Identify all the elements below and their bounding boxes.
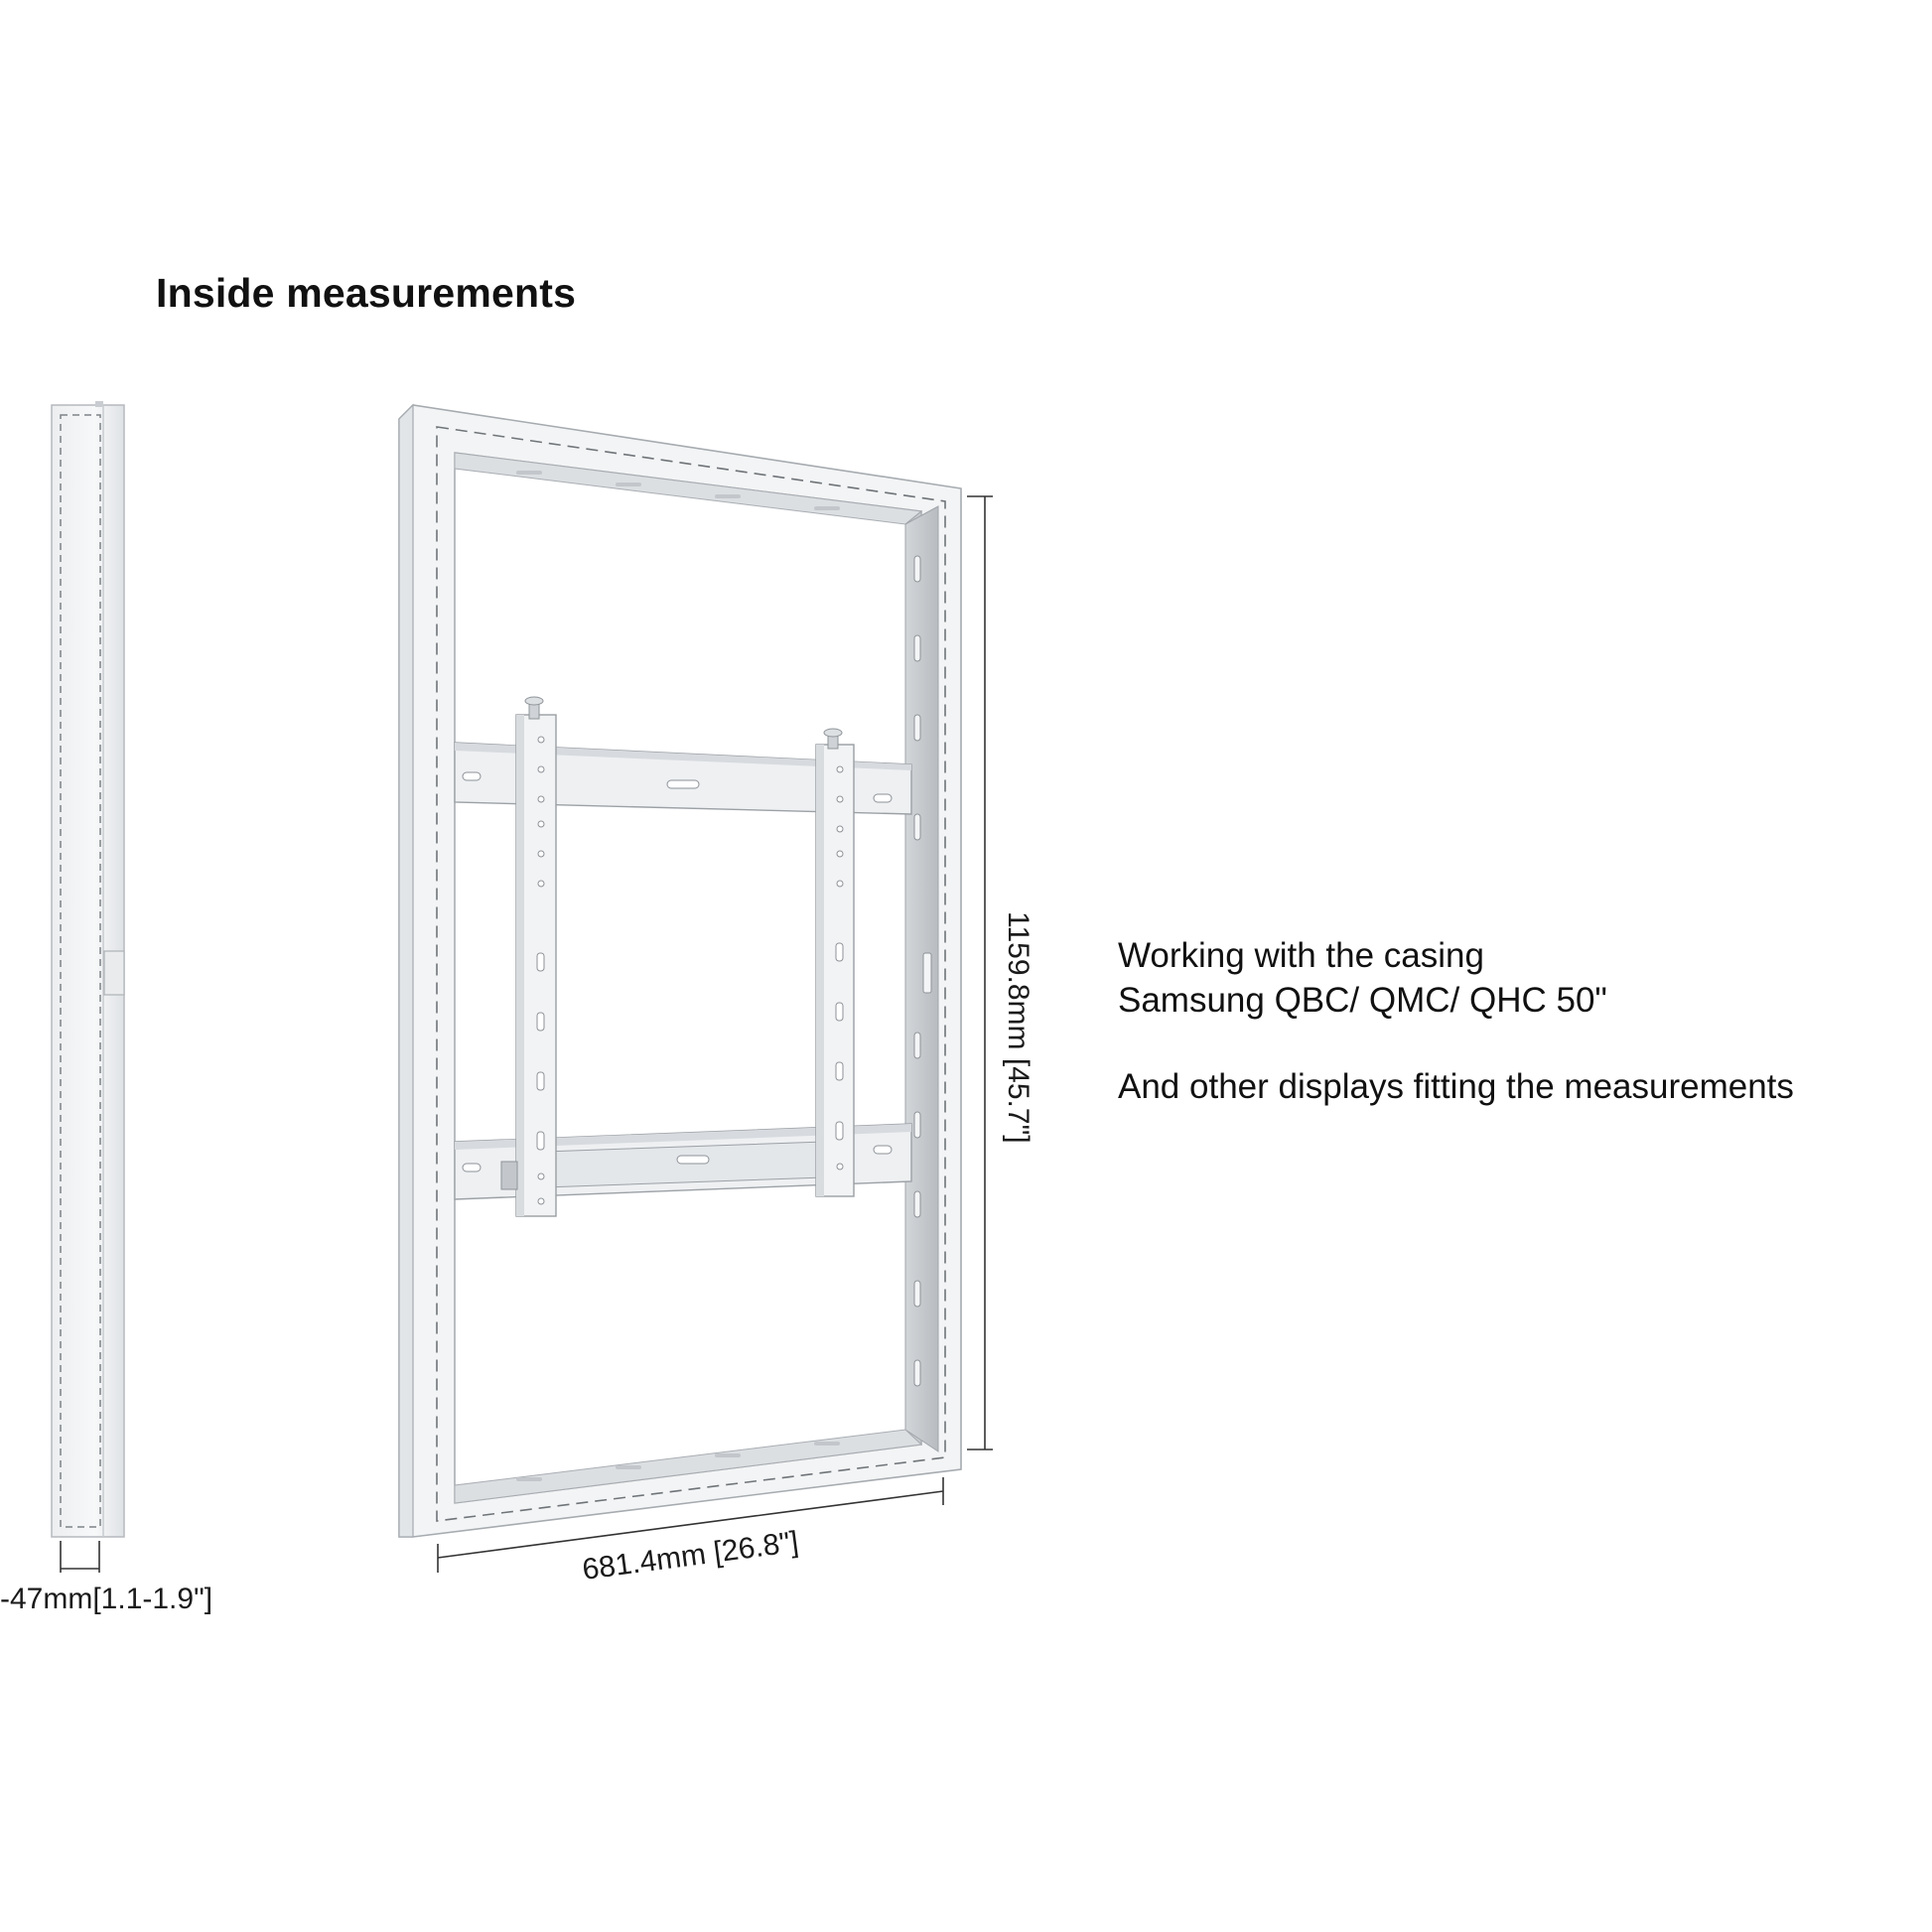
page-title: Inside measurements xyxy=(156,270,577,316)
height-label: 1159.8mm [45.7"] xyxy=(1002,911,1035,1144)
front-frame xyxy=(399,405,961,1537)
width-label: 681.4mm [26.8"] xyxy=(580,1525,801,1587)
depth-label: -47mm[1.1-1.9"] xyxy=(0,1583,213,1615)
side-profile-view xyxy=(52,401,124,1537)
other-displays-line: And other displays fitting the measurements xyxy=(1118,1067,1794,1106)
depth-dimension-line xyxy=(61,1541,99,1573)
right-bracket xyxy=(816,729,854,1196)
casing-line: Working with the casing xyxy=(1118,936,1484,975)
height-dimension-line xyxy=(967,496,993,1449)
models-line: Samsung QBC/ QMC/ QHC 50" xyxy=(1118,981,1607,1020)
